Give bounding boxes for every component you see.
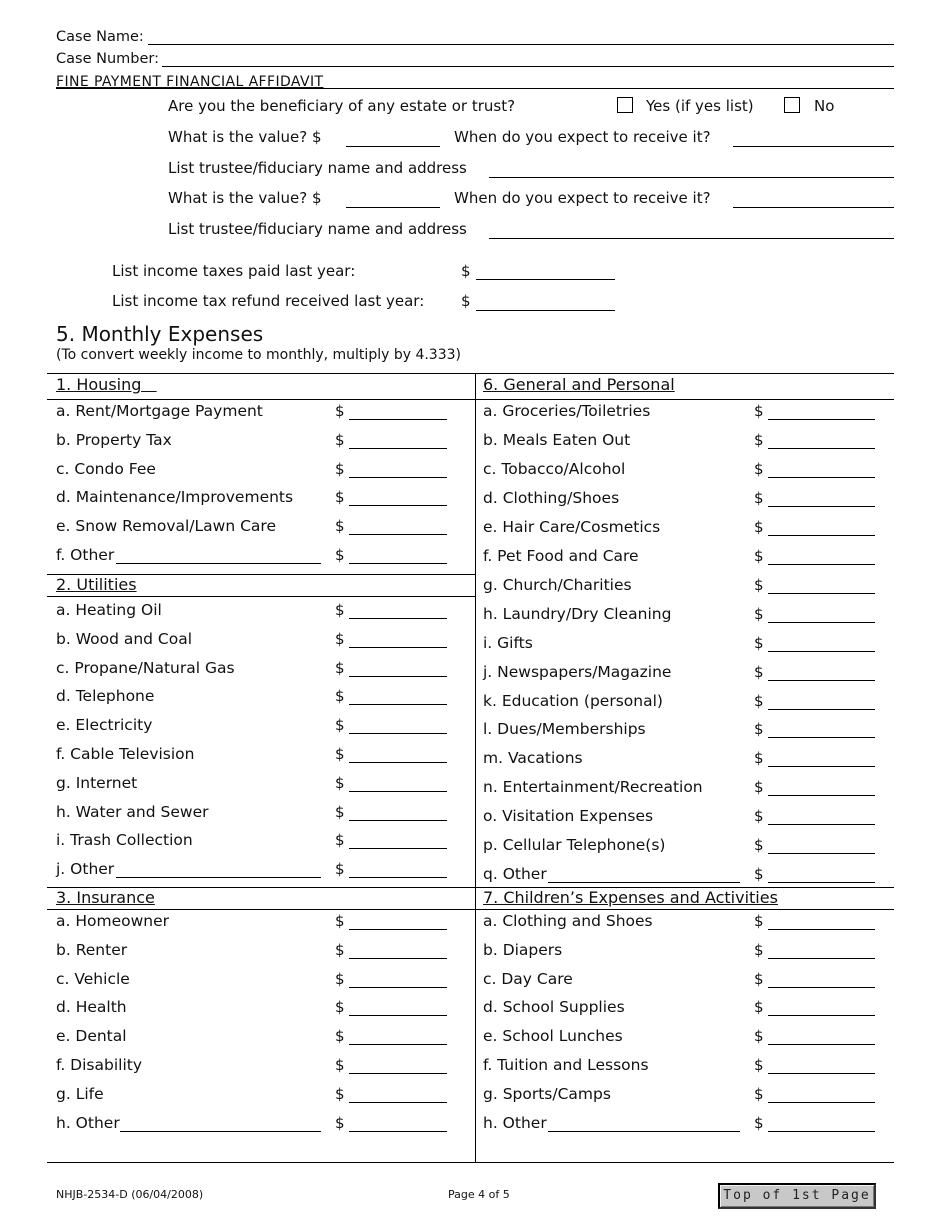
general-item-label: g. Church/Charities bbox=[483, 575, 632, 594]
utilities-dollar-sign: $ bbox=[335, 687, 345, 706]
children-other-description-field[interactable] bbox=[548, 1131, 740, 1132]
insurance-item-label: h. Other bbox=[56, 1113, 120, 1132]
general-amount-field[interactable] bbox=[768, 593, 875, 594]
estate-expect-field-2[interactable] bbox=[733, 207, 894, 208]
general-item-label: d. Clothing/Shoes bbox=[483, 488, 620, 507]
general-amount-field[interactable] bbox=[768, 622, 875, 623]
general-dollar-sign: $ bbox=[754, 778, 764, 797]
taxes-refund-field[interactable] bbox=[476, 310, 615, 311]
estate-trustee-label-2: List trustee/fiduciary name and address bbox=[168, 220, 467, 238]
taxes-paid-dollar: $ bbox=[461, 262, 471, 280]
insurance-dollar-sign: $ bbox=[335, 1084, 345, 1103]
section-5-subtitle: (To convert weekly income to monthly, multiply by 4.333) bbox=[56, 347, 461, 363]
general-item-label: k. Education (personal) bbox=[483, 691, 663, 710]
general-item-label: l. Dues/Memberships bbox=[483, 720, 646, 739]
general-amount-field[interactable] bbox=[768, 564, 875, 565]
general-amount-field[interactable] bbox=[768, 795, 875, 796]
children-item-label: f. Tuition and Lessons bbox=[483, 1056, 649, 1074]
insurance-dollar-sign: $ bbox=[335, 1027, 345, 1046]
insurance-item-label: g. Life bbox=[56, 1084, 104, 1103]
insurance-dollar-sign: $ bbox=[335, 998, 345, 1017]
children-item-label: a. Clothing and Shoes bbox=[483, 912, 653, 930]
case-number-field[interactable] bbox=[162, 66, 894, 67]
utilities-dollar-sign: $ bbox=[335, 831, 345, 850]
children-dollar-sign: $ bbox=[754, 1027, 764, 1046]
insurance-heading-rule bbox=[47, 909, 894, 910]
general-heading: 6. General and Personal bbox=[483, 375, 675, 394]
children-item-label: c. Day Care bbox=[483, 969, 573, 988]
children-dollar-sign: $ bbox=[754, 1084, 764, 1103]
insurance-amount-field[interactable] bbox=[349, 1131, 447, 1132]
utilities-item-label: e. Electricity bbox=[56, 716, 153, 735]
general-amount-field[interactable] bbox=[768, 882, 875, 883]
housing-other-description-field[interactable] bbox=[116, 563, 321, 564]
general-dollar-sign: $ bbox=[754, 488, 764, 507]
general-heading-rule bbox=[475, 399, 894, 400]
utilities-amount-field[interactable] bbox=[349, 618, 447, 619]
insurance-dollar-sign: $ bbox=[335, 1056, 345, 1074]
housing-dollar-sign: $ bbox=[335, 430, 345, 449]
utilities-amount-field[interactable] bbox=[349, 733, 447, 734]
housing-item-label: f. Other bbox=[56, 546, 115, 564]
case-name-field[interactable] bbox=[148, 44, 894, 45]
general-dollar-sign: $ bbox=[754, 749, 764, 768]
children-item-label: d. School Supplies bbox=[483, 998, 625, 1017]
utilities-amount-field[interactable] bbox=[349, 877, 447, 878]
taxes-refund-label: List income tax refund received last year: bbox=[112, 292, 425, 310]
insurance-item-label: c. Vehicle bbox=[56, 969, 130, 988]
taxes-paid-label: List income taxes paid last year: bbox=[112, 262, 356, 280]
estate-question: Are you the beneficiary of any estate or trust? bbox=[168, 97, 516, 115]
general-dollar-sign: $ bbox=[754, 865, 764, 884]
utilities-dollar-sign: $ bbox=[335, 658, 345, 677]
general-amount-field[interactable] bbox=[768, 737, 875, 738]
table-column-divider bbox=[475, 373, 476, 1162]
children-dollar-sign: $ bbox=[754, 998, 764, 1017]
general-dollar-sign: $ bbox=[754, 430, 764, 449]
estate-value-field-2[interactable] bbox=[346, 207, 440, 208]
general-dollar-sign: $ bbox=[754, 633, 764, 652]
general-amount-field[interactable] bbox=[768, 766, 875, 767]
general-amount-field[interactable] bbox=[768, 824, 875, 825]
insurance-item-label: b. Renter bbox=[56, 940, 128, 959]
general-amount-field[interactable] bbox=[768, 419, 875, 420]
utilities-amount-field[interactable] bbox=[349, 791, 447, 792]
general-dollar-sign: $ bbox=[754, 604, 764, 623]
children-item-label: e. School Lunches bbox=[483, 1027, 623, 1046]
general-item-label: e. Hair Care/Cosmetics bbox=[483, 517, 661, 536]
housing-dollar-sign: $ bbox=[335, 546, 345, 564]
general-item-label: p. Cellular Telephone(s) bbox=[483, 836, 666, 855]
utilities-item-label: i. Trash Collection bbox=[56, 831, 193, 850]
housing-amount-field[interactable] bbox=[349, 563, 447, 564]
children-amount-field[interactable] bbox=[768, 1015, 875, 1016]
utilities-item-label: h. Water and Sewer bbox=[56, 802, 209, 821]
children-amount-field[interactable] bbox=[768, 987, 875, 988]
utilities-amount-field[interactable] bbox=[349, 676, 447, 677]
insurance-amount-field[interactable] bbox=[349, 929, 447, 930]
case-name-label: Case Name: bbox=[56, 29, 144, 45]
estate-value-label-1: What is the value? $ bbox=[168, 128, 322, 146]
utilities-dollar-sign: $ bbox=[335, 716, 345, 735]
general-dollar-sign: $ bbox=[754, 575, 764, 594]
housing-heading: 1. Housing bbox=[56, 375, 142, 394]
general-item-label: n. Entertainment/Recreation bbox=[483, 778, 703, 797]
utilities-item-label: g. Internet bbox=[56, 773, 138, 792]
insurance-dollar-sign: $ bbox=[335, 912, 345, 930]
section-5-title: 5. Monthly Expenses bbox=[56, 322, 264, 346]
housing-dollar-sign: $ bbox=[335, 488, 345, 507]
estate-trustee-label-1: List trustee/fiduciary name and address bbox=[168, 159, 467, 177]
general-item-label: h. Laundry/Dry Cleaning bbox=[483, 604, 672, 623]
insurance-heading: 3. Insurance bbox=[56, 888, 155, 907]
utilities-dollar-sign: $ bbox=[335, 802, 345, 821]
utilities-dollar-sign: $ bbox=[335, 860, 345, 879]
general-amount-field[interactable] bbox=[768, 535, 875, 536]
insurance-dollar-sign: $ bbox=[335, 1113, 345, 1132]
children-amount-field[interactable] bbox=[768, 1073, 875, 1074]
children-item-label: g. Sports/Camps bbox=[483, 1084, 611, 1103]
estate-expect-label-1: When do you expect to receive it? bbox=[454, 128, 711, 146]
utilities-item-label: d. Telephone bbox=[56, 687, 155, 706]
housing-item-label: c. Condo Fee bbox=[56, 459, 156, 478]
estate-no-checkbox[interactable] bbox=[784, 97, 800, 113]
housing-amount-field[interactable] bbox=[349, 534, 447, 535]
estate-value-field-1[interactable] bbox=[346, 146, 440, 147]
children-amount-field[interactable] bbox=[768, 1131, 875, 1132]
housing-item-label: b. Property Tax bbox=[56, 430, 172, 449]
utilities-amount-field[interactable] bbox=[349, 820, 447, 821]
general-dollar-sign: $ bbox=[754, 662, 764, 681]
utilities-item-label: j. Other bbox=[56, 860, 115, 879]
estate-trustee-field-2[interactable] bbox=[489, 238, 894, 239]
estate-yes-checkbox[interactable] bbox=[617, 97, 633, 113]
utilities-amount-field[interactable] bbox=[349, 762, 447, 763]
general-amount-field[interactable] bbox=[768, 477, 875, 478]
children-dollar-sign: $ bbox=[754, 1056, 764, 1074]
table-bottom-border bbox=[47, 1162, 894, 1163]
insurance-amount-field[interactable] bbox=[349, 1044, 447, 1045]
insurance-amount-field[interactable] bbox=[349, 1073, 447, 1074]
general-dollar-sign: $ bbox=[754, 720, 764, 739]
general-item-label: q. Other bbox=[483, 865, 547, 884]
general-item-label: o. Visitation Expenses bbox=[483, 807, 654, 826]
top-of-first-page-button[interactable]: Top of 1st Page bbox=[718, 1183, 876, 1209]
estate-trustee-field-1[interactable] bbox=[489, 177, 894, 178]
general-dollar-sign: $ bbox=[754, 459, 764, 478]
insurance-item-label: d. Health bbox=[56, 998, 127, 1017]
housing-amount-field[interactable] bbox=[349, 419, 447, 420]
utilities-heading: 2. Utilities bbox=[56, 575, 137, 594]
housing-amount-field[interactable] bbox=[349, 477, 447, 478]
general-other-description-field[interactable] bbox=[548, 882, 740, 883]
general-amount-field[interactable] bbox=[768, 680, 875, 681]
housing-item-label: d. Maintenance/Improvements bbox=[56, 488, 294, 507]
children-amount-field[interactable] bbox=[768, 1102, 875, 1103]
utilities-other-description-field[interactable] bbox=[116, 877, 321, 878]
general-item-label: m. Vacations bbox=[483, 749, 583, 768]
general-dollar-sign: $ bbox=[754, 546, 764, 565]
general-amount-field[interactable] bbox=[768, 448, 875, 449]
utilities-item-label: f. Cable Television bbox=[56, 745, 195, 763]
insurance-amount-field[interactable] bbox=[349, 1015, 447, 1016]
estate-expect-label-2: When do you expect to receive it? bbox=[454, 189, 711, 207]
general-item-label: b. Meals Eaten Out bbox=[483, 430, 631, 449]
insurance-dollar-sign: $ bbox=[335, 969, 345, 988]
table-top-border bbox=[47, 373, 894, 374]
utilities-amount-field[interactable] bbox=[349, 704, 447, 705]
general-amount-field[interactable] bbox=[768, 506, 875, 507]
insurance-other-description-field[interactable] bbox=[120, 1131, 321, 1132]
general-dollar-sign: $ bbox=[754, 836, 764, 855]
insurance-dollar-sign: $ bbox=[335, 940, 345, 959]
utilities-item-label: a. Heating Oil bbox=[56, 601, 162, 619]
housing-dollar-sign: $ bbox=[335, 459, 345, 478]
insurance-item-label: e. Dental bbox=[56, 1027, 127, 1046]
form-id: NHJB-2534-D (06/04/2008) bbox=[56, 1188, 204, 1201]
children-amount-field[interactable] bbox=[768, 1044, 875, 1045]
children-dollar-sign: $ bbox=[754, 1113, 764, 1132]
general-dollar-sign: $ bbox=[754, 807, 764, 826]
taxes-refund-dollar: $ bbox=[461, 292, 471, 310]
general-dollar-sign: $ bbox=[754, 402, 764, 420]
taxes-paid-field[interactable] bbox=[476, 279, 615, 280]
general-amount-field[interactable] bbox=[768, 651, 875, 652]
form-title: FINE PAYMENT FINANCIAL AFFIDAVIT bbox=[56, 74, 324, 90]
utilities-item-label: b. Wood and Coal bbox=[56, 629, 193, 648]
general-dollar-sign: $ bbox=[754, 517, 764, 536]
utilities-dollar-sign: $ bbox=[335, 745, 345, 763]
children-amount-field[interactable] bbox=[768, 958, 875, 959]
general-item-label: f. Pet Food and Care bbox=[483, 546, 639, 565]
utilities-heading-rule bbox=[47, 596, 475, 597]
general-item-label: a. Groceries/Toiletries bbox=[483, 402, 651, 420]
header-divider bbox=[56, 88, 894, 89]
insurance-amount-field[interactable] bbox=[349, 958, 447, 959]
utilities-dollar-sign: $ bbox=[335, 601, 345, 619]
housing-item-label: e. Snow Removal/Lawn Care bbox=[56, 517, 276, 536]
estate-no-label: No bbox=[814, 97, 835, 115]
housing-dollar-sign: $ bbox=[335, 402, 345, 420]
general-item-label: j. Newspapers/Magazine bbox=[483, 662, 672, 681]
insurance-item-label: a. Homeowner bbox=[56, 912, 170, 930]
children-heading: 7. Children’s Expenses and Activities bbox=[483, 888, 778, 907]
insurance-amount-field[interactable] bbox=[349, 987, 447, 988]
housing-dollar-sign: $ bbox=[335, 517, 345, 536]
estate-value-label-2: What is the value? $ bbox=[168, 189, 322, 207]
children-dollar-sign: $ bbox=[754, 940, 764, 959]
children-amount-field[interactable] bbox=[768, 929, 875, 930]
utilities-dollar-sign: $ bbox=[335, 773, 345, 792]
general-item-label: i. Gifts bbox=[483, 633, 533, 652]
case-number-label: Case Number: bbox=[56, 51, 159, 67]
estate-yes-label: Yes (if yes list) bbox=[646, 97, 754, 115]
estate-expect-field-1[interactable] bbox=[733, 146, 894, 147]
insurance-amount-field[interactable] bbox=[349, 1102, 447, 1103]
utilities-dollar-sign: $ bbox=[335, 629, 345, 648]
children-item-label: h. Other bbox=[483, 1113, 547, 1132]
children-item-label: b. Diapers bbox=[483, 940, 563, 959]
general-amount-field[interactable] bbox=[768, 853, 875, 854]
children-dollar-sign: $ bbox=[754, 912, 764, 930]
housing-item-label: a. Rent/Mortgage Payment bbox=[56, 402, 263, 420]
utilities-amount-field[interactable] bbox=[349, 647, 447, 648]
housing-amount-field[interactable] bbox=[349, 448, 447, 449]
general-dollar-sign: $ bbox=[754, 691, 764, 710]
general-item-label: c. Tobacco/Alcohol bbox=[483, 459, 626, 478]
page-number: Page 4 of 5 bbox=[448, 1188, 510, 1201]
general-amount-field[interactable] bbox=[768, 709, 875, 710]
utilities-amount-field[interactable] bbox=[349, 848, 447, 849]
housing-heading-rule bbox=[47, 399, 475, 400]
housing-amount-field[interactable] bbox=[349, 505, 447, 506]
insurance-item-label: f. Disability bbox=[56, 1056, 143, 1074]
utilities-item-label: c. Propane/Natural Gas bbox=[56, 658, 235, 677]
children-dollar-sign: $ bbox=[754, 969, 764, 988]
